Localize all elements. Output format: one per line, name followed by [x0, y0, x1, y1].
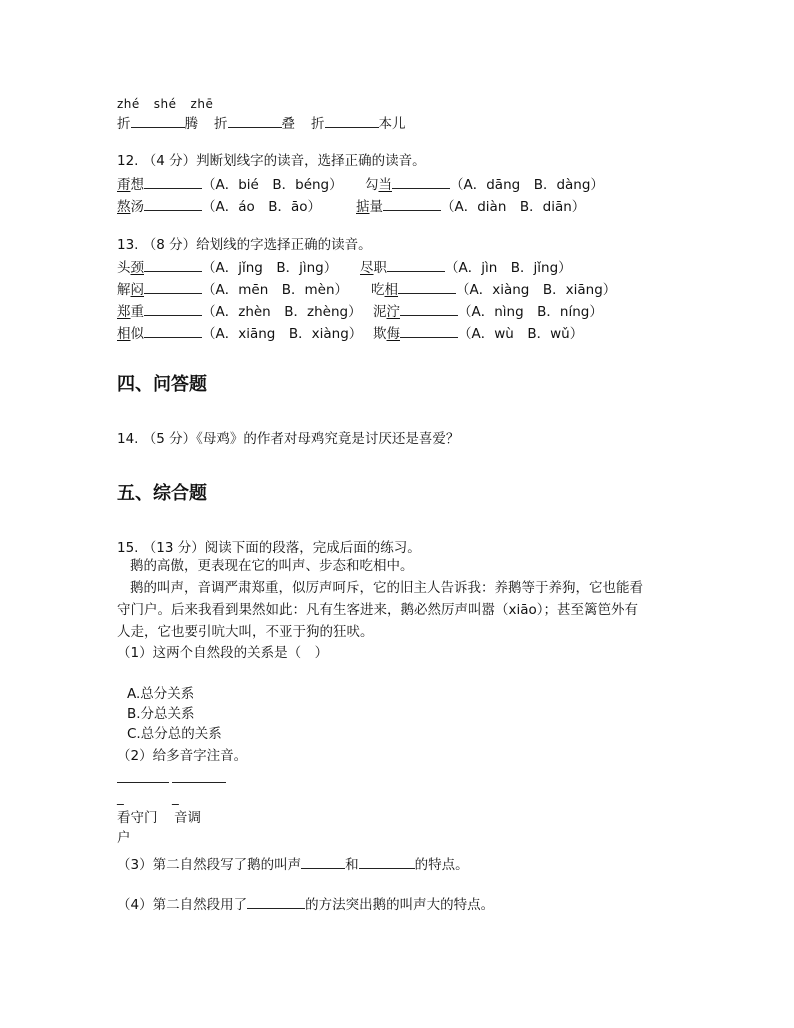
answer-blank[interactable]: [131, 114, 185, 128]
zhe-word-3b: 本儿: [378, 116, 406, 132]
options-text: （A．jìn B．jǐng）: [445, 260, 572, 276]
underlined-char: 当: [378, 177, 392, 193]
pinyin-3: zhē: [190, 97, 214, 111]
options-text: （A．wù B．wǔ）: [458, 326, 584, 342]
answer-blank[interactable]: [144, 280, 202, 294]
options-text: （A．bié B．béng）: [202, 177, 343, 193]
underlined-char: 掂: [356, 199, 370, 215]
q13-item: 郑重 （A．zhèn B．zhèng）: [117, 304, 362, 320]
underscore-mark: _: [117, 790, 124, 806]
q13-item: 泥泞 （A．nìng B．níng）: [373, 304, 603, 320]
answer-blank[interactable]: [144, 324, 202, 338]
passage-paragraph-1: 鹅的高傲，更表现在它的叫声、步态和吃相中。: [130, 558, 414, 574]
polyphone-word: 看守门: [117, 810, 158, 826]
sub-question-2: （2）给多音字注音。: [117, 748, 248, 764]
choice-option-b[interactable]: B.分总关系: [127, 706, 195, 722]
pinyin-2: shé: [153, 97, 177, 111]
underlined-char: 郑: [117, 304, 131, 320]
answer-blank[interactable]: [228, 114, 282, 128]
sub-question-1: （1）这两个自然段的关系是（ ）: [117, 645, 329, 661]
q12-item: 甭想 （A．bié B．béng）: [117, 177, 343, 193]
options-text: （A．zhèn B．zhèng）: [202, 304, 362, 320]
q13-item: 头颈 （A．jǐng B．jìng）: [117, 260, 338, 276]
choice-option-a[interactable]: A.总分关系: [127, 686, 195, 702]
underlined-char: 甭: [117, 177, 131, 193]
options-text: （A．dāng B．dàng）: [450, 177, 604, 193]
passage-paragraph-2-line: 人走，它也要引吭大叫，不亚于狗的狂吠。: [117, 624, 374, 640]
answer-blank[interactable]: [301, 855, 345, 869]
answer-blank[interactable]: [144, 302, 202, 316]
answer-blank[interactable]: [325, 114, 379, 128]
choice-option-c[interactable]: C.总分总的关系: [127, 726, 222, 742]
zhe-word-2b: 叠: [281, 116, 295, 132]
q13-item: 吃相 （A．xiàng B．xiāng）: [371, 282, 617, 298]
options-text: （A．áo B．āo）: [202, 199, 322, 215]
answer-blank[interactable]: [383, 197, 441, 211]
q12-header: 12. （4 分）判断划线字的读音，选择正确的读音。: [117, 153, 426, 169]
sub-question-4: （4）第二自然段用了 的方法突出鹅的叫声大的特点。: [117, 897, 495, 913]
section-heading: 五、综合题: [117, 483, 207, 504]
underlined-char: 颈: [130, 260, 144, 276]
q13-header: 13. （8 分）给划线的字选择正确的读音。: [117, 237, 372, 253]
options-text: （A．diàn B．diān）: [441, 199, 586, 215]
options-text: （A．xiāng B．xiàng）: [202, 326, 363, 342]
underlined-char: 相: [117, 326, 131, 342]
pinyin-answer-blank[interactable]: [117, 782, 169, 783]
q13-item: 相似 （A．xiāng B．xiàng）: [117, 326, 363, 342]
passage-paragraph-2-line: 鹅的叫声，音调严肃郑重，似厉声呵斥，它的旧主人告诉我：养鹅等于养狗，它也能看: [130, 580, 643, 596]
q14-text: 14. （5 分）《母鸡》的作者对母鸡究竟是讨厌还是喜爱？: [117, 431, 460, 447]
pinyin-answer-blank[interactable]: [172, 782, 226, 783]
underlined-char: 尽: [360, 260, 374, 276]
answer-blank[interactable]: [247, 895, 305, 909]
zhe-row: [117, 114, 406, 132]
passage-paragraph-2-line: 守门户。后来我看到果然如此：凡有生客进来，鹅必然厉声叫嚣（xiāo）；甚至篱笆外有: [117, 602, 639, 618]
zhe-word-1a: 折: [117, 116, 131, 132]
underlined-char: 熬: [117, 199, 131, 215]
q12-item: 掂量 （A．diàn B．diān）: [356, 199, 586, 215]
polyphone-word-tail: 户: [117, 830, 131, 846]
underlined-char: 侮: [386, 326, 400, 342]
answer-blank[interactable]: [400, 302, 458, 316]
answer-blank[interactable]: [144, 175, 202, 189]
answer-blank[interactable]: [144, 197, 202, 211]
sub-question-3: （3）第二自然段写了鹅的叫声 和 的特点。: [117, 857, 469, 873]
q15-header: 15. （13 分）阅读下面的段落，完成后面的练习。: [117, 540, 421, 556]
answer-blank[interactable]: [144, 258, 202, 272]
answer-blank[interactable]: [359, 855, 415, 869]
zhe-word-3a: 折: [311, 116, 325, 132]
q12-item: 勾当 （A．dāng B．dàng）: [365, 177, 604, 193]
pinyin-row: [117, 96, 213, 112]
answer-blank[interactable]: [387, 258, 445, 272]
zhe-word-2a: 折: [214, 116, 228, 132]
answer-blank[interactable]: [392, 175, 450, 189]
q12-item: 熬汤 （A．áo B．āo）: [117, 199, 322, 215]
underscore-mark: _: [172, 790, 179, 806]
zhe-word-1b: 腾: [184, 116, 198, 132]
underlined-char: 闷: [130, 282, 144, 298]
options-text: （A．mēn B．mèn）: [202, 282, 349, 298]
polyphone-word: 音调: [174, 810, 201, 826]
options-text: （A．nìng B．níng）: [458, 304, 603, 320]
q13-item: 欺侮 （A．wù B．wǔ）: [373, 326, 584, 342]
q13-item: 解闷 （A．mēn B．mèn）: [117, 282, 349, 298]
options-text: （A．jǐng B．jìng）: [202, 260, 338, 276]
pinyin-1: zhé: [117, 97, 140, 111]
options-text: （A．xiàng B．xiāng）: [456, 282, 617, 298]
q13-item: 尽职 （A．jìn B．jǐng）: [360, 260, 572, 276]
underlined-char: 泞: [386, 304, 400, 320]
answer-blank[interactable]: [400, 324, 458, 338]
section-heading: 四、问答题: [117, 374, 207, 395]
answer-blank[interactable]: [398, 280, 456, 294]
underlined-char: 相: [384, 282, 398, 298]
